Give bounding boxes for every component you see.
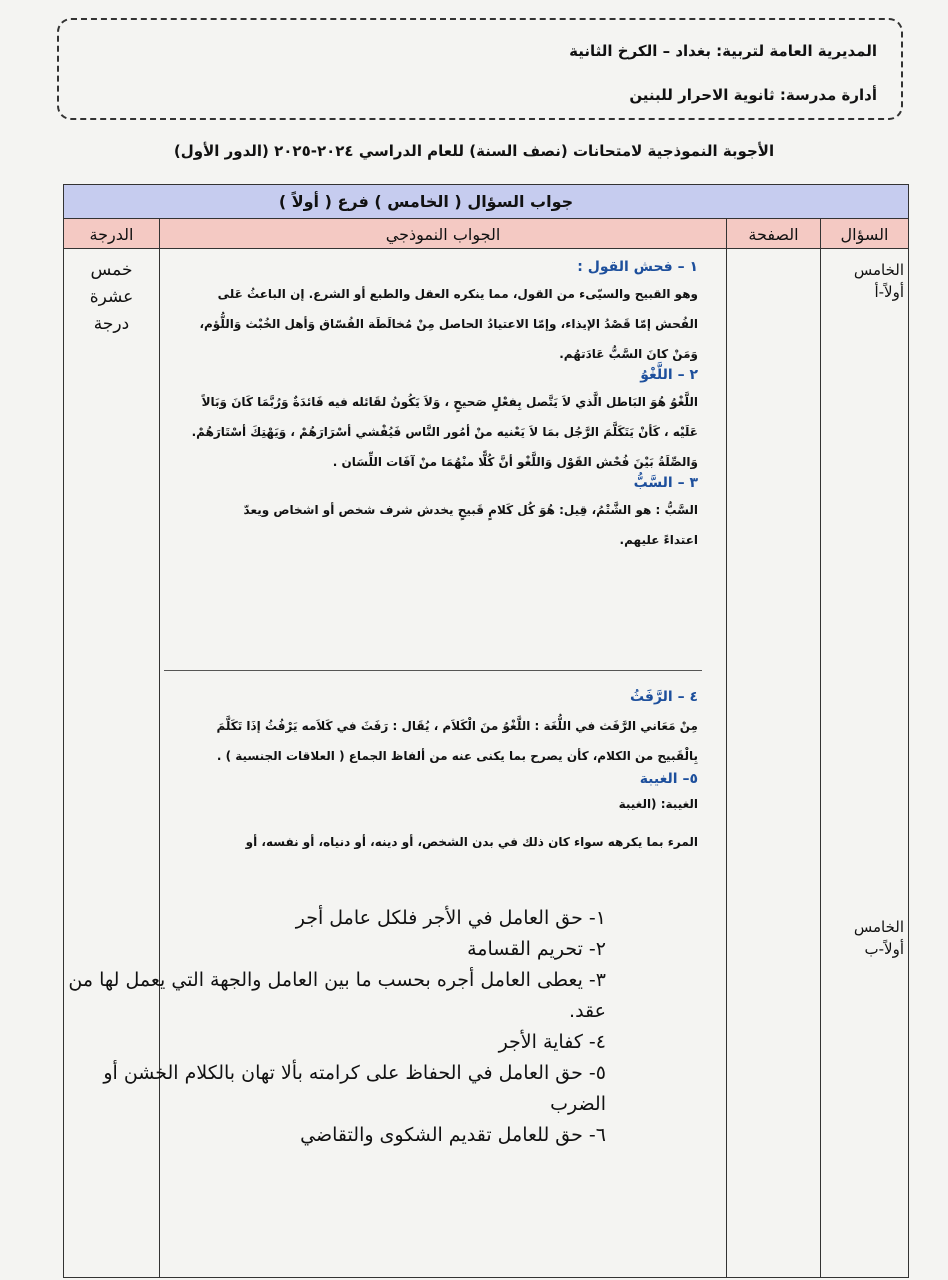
section-separator	[164, 670, 702, 671]
paragraph: بِالْقَبيح من الكلام، كأن يصرح بما يكنى عنه من ألفاظ الجماع ( العلاقات الجنسية ) .	[216, 749, 698, 763]
paragraph: اللَّغْوُ هُوَ البَاطل الَّذي لاَ يَتَّصل بِفعْلٍ صَحيحٍ ، وَلاَ يَكُونُ لقَائله فيه فَائدَةٌ وَرُبَّمَا كَانَ وَبَالاً	[201, 395, 698, 409]
heading-obscene-speech: ١ – فحش القول :	[577, 259, 698, 275]
question-label: الخامس	[853, 261, 904, 279]
list-item: ٤- كفاية الأجر	[498, 1031, 606, 1053]
question-branch: أولاً-أ	[874, 283, 904, 301]
heading-obscenity: ٤ – الرَّفَثُ	[629, 689, 698, 705]
list-item: ١- حق العامل في الأجر فلكل عامل أجر	[295, 907, 606, 929]
paragraph: الفُحش إمّا قَصْدُ الإيذاء، وإمّا الاعتيادُ الحاصل مِنْ مُخالَطَة الفُسّاق وَأهل الخُبْث وَاللُّؤم،	[199, 317, 698, 331]
table-title-text: جواب السؤال ( الخامس ) فرع ( أولاً )	[278, 192, 574, 211]
page-title: الأجوبة النموذجية لامتحانات (نصف السنة) للعام الدراسي ٢٠٢٤-٢٠٢٥ (الدور الأول)	[173, 142, 775, 160]
answer-a-continued	[166, 689, 698, 857]
table-header-row	[64, 219, 908, 249]
paragraph: وهو القبيح والسيّىء من القول، مما ينكره العقل والطبع أو الشرع. إن الباعثُ عَلى	[217, 287, 698, 301]
list-item: ٢- تحريم القسامة	[467, 938, 606, 960]
divider	[820, 219, 821, 1277]
col-answer: الجواب النموذجي	[385, 224, 501, 244]
paragraph: الغيبة: (الغيبة	[618, 797, 698, 811]
paragraph: وَالصِّلَةُ بَيْنَ فُحْش القَوْل وَاللَّغْو أنَّ كُلًّا منْهُمَا منْ آفَات اللِّسَان .	[332, 455, 698, 469]
grade-line: درجة	[93, 314, 130, 334]
school-line: أدارة مدرسة: ثانوية الاحرار للبنين	[629, 86, 877, 104]
answer-b-list	[56, 903, 606, 1151]
question-cell-a	[824, 259, 904, 303]
heading-idle-talk: ٢ – اللَّغْوُ	[640, 367, 698, 383]
list-item: ٣- يعطى العامل أجره بحسب ما بين العامل والجهة التي يعمل لها من عقد.	[68, 969, 606, 1022]
grade-line: عشرة	[89, 287, 134, 307]
directorate-line: المديرية العامة لتربية: بغداد – الكرخ الثانية	[569, 42, 877, 60]
paragraph: اعتداءً عليهم.	[619, 533, 698, 547]
answer-a	[166, 259, 698, 555]
list-item: ٥- حق العامل في الحفاظ على كرامته بألا تهان بالكلام الخشن أو الضرب	[103, 1062, 606, 1115]
question-label: الخامس	[853, 918, 904, 936]
paragraph: مِنْ مَعَاني الرَّفَث في اللُّغَة : اللَّغْوُ منَ الْكَلاَم ، يُقَال : رَفَثَ في كَلاَمه يَرْفُثُ إذَا تَكَلَّمَ	[216, 719, 698, 733]
answer-table	[63, 184, 909, 1278]
paragraph: عَلَيْه ، كَأنْ يَتَكَلَّمَ الرَّجُل بمَا لاَ يَعْنيه منْ أمُور النَّاس فَيُفْشي أسْرَارَهُمْ ، وَيَهْتِكَ أسْتَارَهُمْ.	[191, 425, 698, 439]
heading-backbiting: ٥– الغيبة	[639, 771, 698, 787]
col-grade: الدرجة	[89, 224, 134, 244]
paragraph: السَّبُّ : هو الشَّتْمُ، قِيل: هُوَ كُل كَلامٍ قَبيحٍ يخدش شرف شخص أو اشخاص ويعدّ	[243, 503, 698, 517]
question-cell-b	[824, 916, 904, 960]
table-title	[64, 185, 908, 219]
grade-line: خمس	[90, 260, 133, 280]
col-page: الصفحة	[748, 224, 799, 244]
heading-insult: ٣ – السَّبُّ	[633, 475, 698, 491]
header-box	[57, 18, 903, 120]
divider	[726, 219, 727, 1277]
question-branch: أولاً-ب	[864, 940, 904, 958]
paragraph: المرء بما يكرهه سواء كان ذلك في بدن الشخص، أو دينه، أو دنياه، أو نفسه، أو	[245, 835, 698, 849]
col-question: السؤال	[840, 224, 889, 244]
paragraph: وَمَنْ كانَ السَّبُّ عَادَتهُم.	[559, 347, 698, 361]
grade-cell	[64, 257, 159, 338]
list-item: ٦- حق للعامل تقديم الشكوى والتقاضي	[300, 1124, 606, 1146]
